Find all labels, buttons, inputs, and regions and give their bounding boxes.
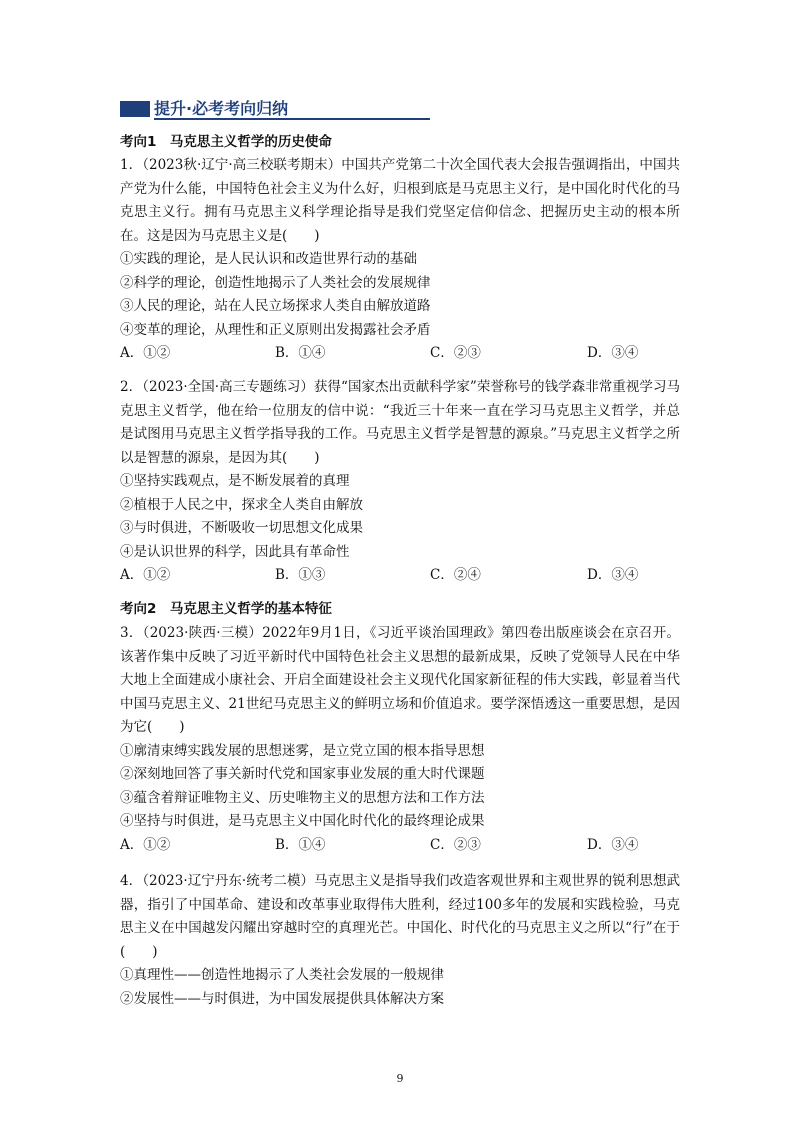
choice-b: B．①④ [275, 836, 326, 853]
question-4 [120, 870, 680, 1011]
choice-a: A．①② [120, 836, 171, 853]
question-stem: 3．（2023·陕西·三模）2022年9月1日，《习近平谈治国理政》第四卷出版座谈会在京召开。该著作集中反映了习近平新时代中国特色社会主义思想的最新成果，反映了党领导人民在中华大地上全面建成小康社会、开启全面建设社会主义现代化国家新征程的伟大实践，彰显着当代中国马克思主义、21世纪马克思主义的鲜明立场和价值追求。要学深悟透这一重要思想，是因为它( ) [120, 625, 680, 735]
question-3 [120, 622, 680, 858]
choice-d: D．③④ [587, 567, 639, 583]
question-stem: 1．（2023秋·辽宁·高三校联考期末）中国共产党第二十次全国代表大会报告强调指出，中国共产党为什么能，中国特色社会主义为什么好，归根到底是马克思主义行，是中国化时代化的马克思主义行。拥有马克思主义科学理论指导是我们党坚定信仰信念、把握历史主动的根本所在。这是因为马克思主义是( ) [120, 157, 680, 244]
statement-option: ①真理性——创造性地揭示了人类社会发展的一般规律 [120, 967, 444, 983]
choice-d: D．③④ [587, 345, 639, 361]
statement-option: ②科学的理论，创造性地揭示了人类社会的发展规律 [120, 274, 431, 291]
choice-b: B．①③ [275, 567, 326, 583]
choice-d: D．③④ [587, 836, 639, 853]
choice-c: C．②③ [430, 836, 481, 853]
answer-choices [120, 564, 680, 588]
statement-option: ②发展性——与时俱进，为中国发展提供具体解决方案 [120, 990, 444, 1007]
statement-option: ②深刻地回答了事关新时代党和国家事业发展的重大时代课题 [120, 766, 485, 782]
choice-c: C．②③ [430, 345, 481, 361]
statement-option: ①实践的理论，是人民认识和改造世界行动的基础 [120, 251, 417, 267]
section-label: 考向2 [120, 601, 157, 617]
answer-choices [120, 834, 680, 858]
statement-option: ③蕴含着辩证唯物主义、历史唯物主义的思想方法和工作方法 [120, 789, 485, 806]
statement-option: ①廓清束缚实践发展的思想迷雾，是立党立国的根本指导思想 [120, 742, 485, 759]
statement-option: ③与时俱进，不断吸收一切思想文化成果 [120, 520, 363, 536]
statement-option: ③人民的理论，站在人民立场探求人类自由解放道路 [120, 298, 431, 314]
section-title: 马克思主义哲学的基本特征 [169, 601, 332, 617]
section-heading [120, 599, 332, 619]
choice-a: A．①② [120, 567, 171, 583]
section-banner [120, 98, 430, 120]
choice-c: C．②④ [430, 567, 481, 583]
statement-option: ④是认识世界的科学，因此具有革命性 [120, 543, 350, 560]
choice-b: B．①④ [275, 345, 326, 361]
banner-bar [120, 101, 150, 117]
question-stem: 2．（2023·全国·高三专题练习）获得“国家杰出贡献科学家”荣誉称号的钱学森非常重视学习马克思主义哲学，他在给一位朋友的信中说：“我近三十年来一直在学习马克思主义哲学，并总是试图用马克思主义哲学指导我的工作。马克思主义哲学是智慧的源泉。”马克思主义哲学之所以是智慧的源泉，是因为其( ) [120, 379, 680, 466]
statement-option: ④变革的理论，从理性和正义原则出发揭露社会矛盾 [120, 321, 431, 338]
choice-a: A．①② [120, 345, 171, 361]
statement-option: ①坚持实践观点，是不断发展着的真理 [120, 473, 350, 489]
statement-option: ④坚持与时俱进，是马克思主义中国化时代化的最终理论成果 [120, 813, 485, 829]
banner-underline [154, 118, 430, 120]
statement-option: ②植根于人民之中，探求全人类自由解放 [120, 496, 363, 513]
question-1 [120, 154, 680, 366]
section-title: 马克思主义哲学的历史使命 [169, 134, 332, 150]
question-2 [120, 376, 680, 588]
answer-choices [120, 342, 680, 366]
banner-title: 提升·必考考向归纳 [154, 99, 289, 118]
page-number: 9 [396, 1072, 404, 1085]
question-stem: 4．（2023·辽宁丹东·统考二模）马克思主义是指导我们改造客观世界和主观世界的锐利思想武器，指引了中国革命、建设和改革事业取得伟大胜利，经过100多年的发展和实践检验，马克思主义在中国越发闪耀出穿越时空的真理光芒。中国化、时代化的马克思主义之所以“行”在于( ) [120, 873, 680, 960]
section-heading [120, 132, 332, 152]
section-label: 考向1 [120, 134, 157, 150]
